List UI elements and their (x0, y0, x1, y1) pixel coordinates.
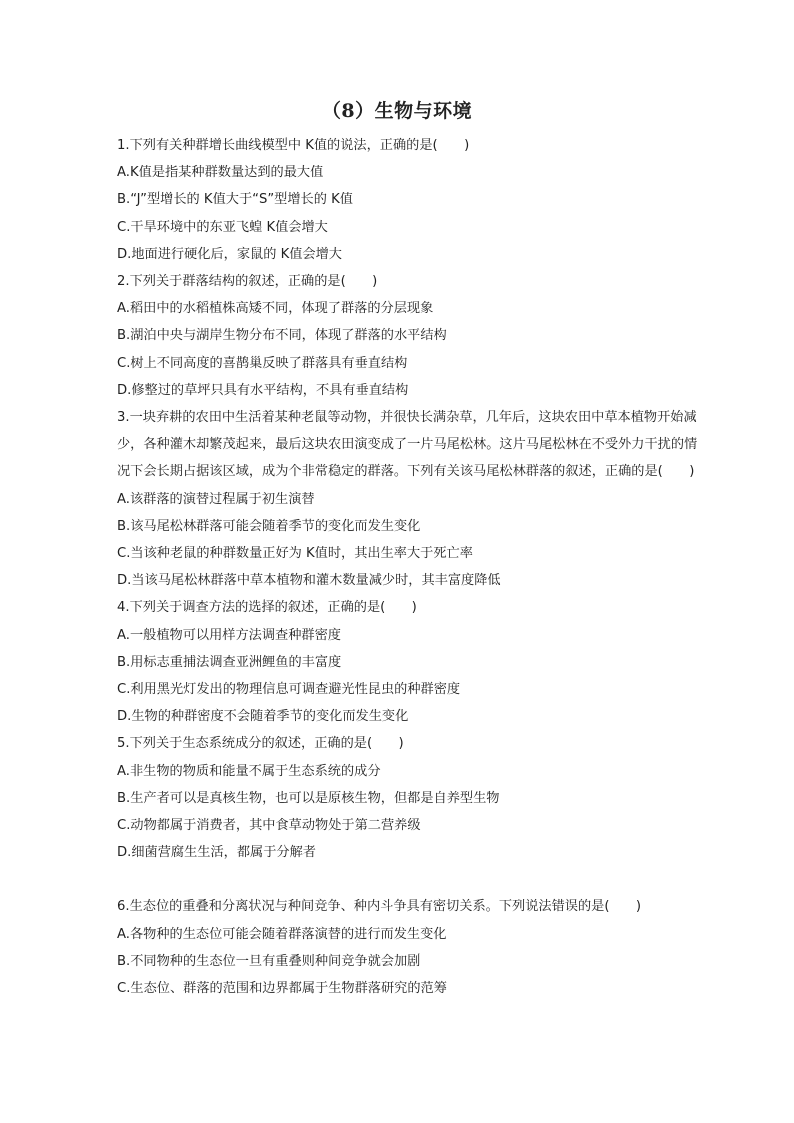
option-d: D.修整过的草坪只具有水平结构，不具有垂直结构 (117, 382, 409, 398)
question-stem: 5.下列关于生态系统成分的叙述，正确的是( ) (117, 736, 404, 752)
option-b: B.用标志重捕法调查亚洲鲤鱼的丰富度 (117, 654, 342, 670)
option-b: B.生产者可以是真核生物，也可以是原核生物，但都是自养型生物 (117, 790, 500, 806)
question-3 (117, 404, 702, 594)
option-d: D.生物的种群密度不会随着季节的变化而发生变化 (117, 709, 409, 725)
option-b: B.该马尾松林群落可能会随着季节的变化而发生变化 (117, 518, 421, 534)
option-c: C.干旱环境中的东亚飞蝗 K值会增大 (117, 219, 328, 235)
question-stem: 4.下列关于调查方法的选择的叙述，正确的是( ) (117, 600, 417, 616)
option-a: A.该群落的演替过程属于初生演替 (117, 491, 315, 507)
option-b: B.湖泊中央与湖岸生物分布不同，体现了群落的水平结构 (117, 328, 447, 344)
question-stem: 6.生态位的重叠和分离状况与种间竞争、种内斗争具有密切关系。下列说法错误的是( ) (117, 899, 641, 915)
question-1 (117, 132, 702, 268)
option-d: D.当该马尾松林群落中草本植物和灌木数量减少时，其丰富度降低 (117, 573, 501, 589)
option-a: A.各物种的生态位可能会随着群落演替的进行而发生变化 (117, 926, 447, 942)
option-a: A.非生物的物质和能量不属于生态系统的成分 (117, 763, 381, 779)
page-title: （8）生物与环境 (321, 100, 473, 122)
question-4 (117, 594, 702, 730)
option-b: B.“J”型增长的 K值大于“S”型增长的 K值 (117, 192, 353, 208)
question-stem: 3.一块弃耕的农田中生活着某种老鼠等动物，并很快长满杂草，几年后，这块农田中草本植物开始减少，各种灌木却繁茂起来，最后这块农田演变成了一片马尾松林。这片马尾松林在不受外力干扰的情况下会长期占据该区域，成为个非常稳定的群落。下列有关该马尾松林群落的叙述，正确的是( ) (117, 410, 698, 480)
option-b: B.不同物种的生态位一旦有重叠则种间竞争就会加剧 (117, 953, 421, 969)
question-stem: 1.下列有关种群增长曲线模型中 K值的说法，正确的是( ) (117, 138, 470, 153)
option-d: D.地面进行硬化后，家鼠的 K值会增大 (117, 246, 342, 262)
question-6 (117, 893, 702, 1002)
option-a: A.一般植物可以用样方法调查种群密度 (117, 627, 341, 643)
question-2 (117, 268, 702, 404)
option-c: C.利用黑光灯发出的物理信息可调查避光性昆虫的种群密度 (117, 682, 461, 698)
question-list (117, 132, 702, 1002)
question-stem: 2.下列关于群落结构的叙述，正确的是( ) (117, 274, 378, 290)
option-a: A.K值是指某种群数量达到的最大值 (117, 165, 324, 181)
option-c: C.树上不同高度的喜鹊巢反映了群落具有垂直结构 (117, 355, 408, 371)
question-5 (117, 730, 702, 866)
option-a: A.稻田中的水稻植株高矮不同，体现了群落的分层现象 (117, 301, 434, 317)
option-c: C.当该种老鼠的种群数量正好为 K值时，其出生率大于死亡率 (117, 546, 473, 562)
option-d: D.细菌营腐生生活，都属于分解者 (117, 845, 316, 861)
option-c: C.生态位、群落的范围和边界都属于生物群落研究的范筹 (117, 981, 447, 997)
option-c: C.动物都属于消费者，其中食草动物处于第二营养级 (117, 818, 421, 834)
